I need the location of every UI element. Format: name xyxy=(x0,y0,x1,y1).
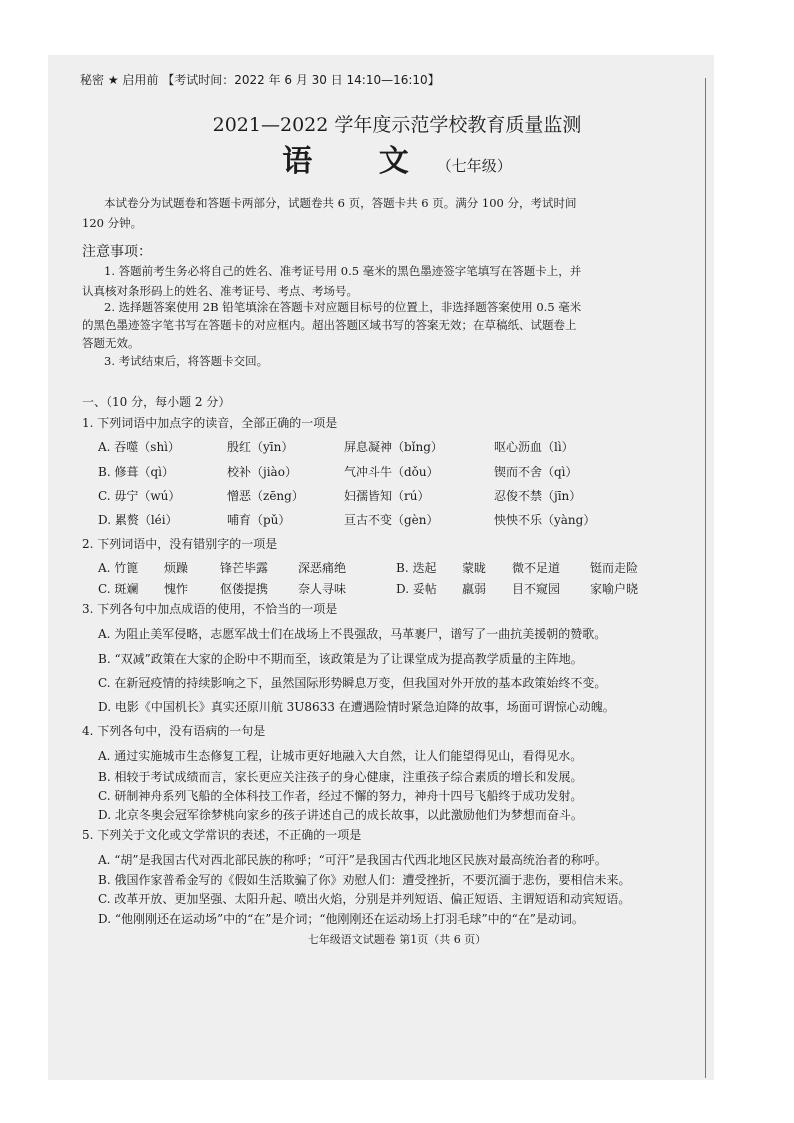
q1-option: 妇孺皆知（rú） xyxy=(344,489,430,503)
q5-option: A. “胡”是我国古代对西北部民族的称呼；“可汗”是我国古代西北地区民族对最高统治者的称呼。 xyxy=(98,853,607,867)
q2-word: 家喻户晓 xyxy=(590,582,639,596)
question-3-stem: 3. 下列各句中加点成语的使用，不恰当的一项是 xyxy=(82,602,338,616)
q1-option: 怏怏不乐（yàng） xyxy=(494,513,596,527)
question-2-stem: 2. 下列词语中，没有错别字的一项是 xyxy=(82,537,278,551)
q2-option: C. 斑斓 xyxy=(98,582,139,596)
q2-word: 锋芒毕露 xyxy=(220,561,269,575)
q5-option: C. 改革开放、更加坚强、太阳升起、喷出火焰，分别是并列短语、偏正短语、主谓短语和动宾短语。 xyxy=(98,892,631,906)
subject-heading xyxy=(0,136,794,180)
notice-line: 1. 答题前考生务必将自己的姓名、准考证号用 0.5 毫米的黑色墨迹签字笔填写在答题卡上，并 xyxy=(104,264,582,278)
secret-line: 秘密 ★ 启用前 【考试时间：2022 年 6 月 30 日 14:10—16:10】 xyxy=(80,73,440,87)
q2-word: 奈人寻味 xyxy=(298,582,347,596)
q4-option: A. 通过实施城市生态修复工程，让城市更好地融入大自然，让人们能望得见山，看得见水。 xyxy=(98,749,583,763)
question-1-stem: 1. 下列词语中加点字的读音，全部正确的一项是 xyxy=(82,416,338,430)
q1-option: C. 毋宁（wú） xyxy=(98,489,181,503)
q1-option: 屏息凝神（bǐng） xyxy=(344,440,443,454)
exam-title: 2021—2022 学年度示范学校教育质量监测 xyxy=(212,114,582,136)
notice-line: 认真核对条形码上的姓名、准考证号、考点、考场号。 xyxy=(82,284,358,298)
binding-line xyxy=(705,78,706,1078)
q1-option: 锲而不舍（qì） xyxy=(494,465,578,479)
q2-word: 目不窥园 xyxy=(512,582,561,596)
q1-option: 憎恶（zēng） xyxy=(227,489,304,503)
q1-option: 亘古不变（gèn） xyxy=(344,513,439,527)
q1-option: B. 修葺（qì） xyxy=(98,465,174,479)
q3-option: C. 在新冠疫情的持续影响之下，虽然国际形势瞬息万变，但我国对外开放的基本政策始终不变。 xyxy=(98,676,607,690)
notice-line: 3. 考试结束后，将答题卡交回。 xyxy=(104,354,269,368)
q1-option: 殷红（yīn） xyxy=(227,440,294,454)
q2-word: 愧怍 xyxy=(164,582,189,596)
q1-option: 气冲斗牛（dǒu） xyxy=(344,465,439,479)
q3-option: D. 电影《中国机长》真实还原川航 3U8633 在遭遇险情时紧急迫降的故事，场面可谓惊心动魄。 xyxy=(98,700,615,714)
notice-title: 注意事项： xyxy=(82,244,152,260)
q1-option: D. 累赘（léi） xyxy=(98,513,178,527)
q2-word: 铤而走险 xyxy=(590,561,639,575)
q2-option: A. 竹篦 xyxy=(98,561,139,575)
q2-word: 伛偻提携 xyxy=(220,582,269,596)
q2-word: 深恶痛绝 xyxy=(298,561,347,575)
q2-word: 微不足道 xyxy=(512,561,561,575)
notice-line: 2. 选择题答案使用 2B 铅笔填涂在答题卡对应题目标号的位置上，非选择题答案使用 0.5 毫米 xyxy=(104,300,582,314)
q4-option: B. 相较于考试成绩而言，家长更应关注孩子的身心健康，注重孩子综合素质的增长和发展。 xyxy=(98,770,583,784)
q4-option: D. 北京冬奥会冠军徐梦桃向家乡的孩子讲述自己的成长故事，以此激励他们为梦想而奋斗。 xyxy=(98,808,583,822)
q2-word: 羸弱 xyxy=(462,582,487,596)
notice-line: 的黑色墨迹签字笔书写在答题卡的对应框内。超出答题区域书写的答案无效；在草稿纸、试题卷上 xyxy=(82,318,577,332)
q1-option: 哺育（pǔ） xyxy=(227,513,291,527)
q5-option: D. “他刚刚还在运动场”中的“在”是介词；“他刚刚还在运动场上打羽毛球”中的“在”是动词。 xyxy=(98,912,584,926)
q2-option: B. 迭起 xyxy=(396,561,437,575)
q4-option: C. 研制神舟系列飞船的全体科技工作者，经过不懈的努力，神舟十四号飞船终于成功发射。 xyxy=(98,789,583,803)
q3-option: B. “双减”政策在大家的企盼中不期而至，该政策是为了让课堂成为提高教学质量的主阵地。 xyxy=(98,652,583,666)
q3-option: A. 为阻止美军侵略，志愿军战士们在战场上不畏强敌，马革裹尸，谱写了一曲抗美援朝的赞歌。 xyxy=(98,627,607,641)
section-title: 一、（10 分，每小题 2 分） xyxy=(82,395,231,409)
subject-name: 语 文 xyxy=(282,144,437,179)
q2-word: 蒙眬 xyxy=(462,561,487,575)
page-footer: 七年级语文试题卷 第1页（共 6 页） xyxy=(307,933,487,946)
question-4-stem: 4. 下列各句中，没有语病的一句是 xyxy=(82,724,266,738)
q2-option: D. 妥帖 xyxy=(396,582,437,596)
intro-line-2: 120 分钟。 xyxy=(82,216,143,230)
q5-option: B. 俄国作家普希金写的《假如生活欺骗了你》劝慰人们：遭受挫折，不要沉湎于悲伤，要相信未来。 xyxy=(98,873,631,887)
q1-option: A. 吞噬（shì） xyxy=(98,440,181,454)
grade-label: （七年级） xyxy=(436,157,512,175)
q2-word: 烦躁 xyxy=(164,561,189,575)
q1-option: 校补（jiào） xyxy=(227,465,297,479)
notice-line: 答题无效。 xyxy=(82,336,140,350)
q1-option: 呕心沥血（lì） xyxy=(494,440,574,454)
question-5-stem: 5. 下列关于文化或文学常识的表述，不正确的一项是 xyxy=(82,828,362,842)
intro-line-1: 本试卷分为试题卷和答题卡两部分，试题卷共 6 页，答题卡共 6 页。满分 100 分，考试时间 xyxy=(104,196,577,210)
q1-option: 忍俊不禁（jīn） xyxy=(494,489,582,503)
